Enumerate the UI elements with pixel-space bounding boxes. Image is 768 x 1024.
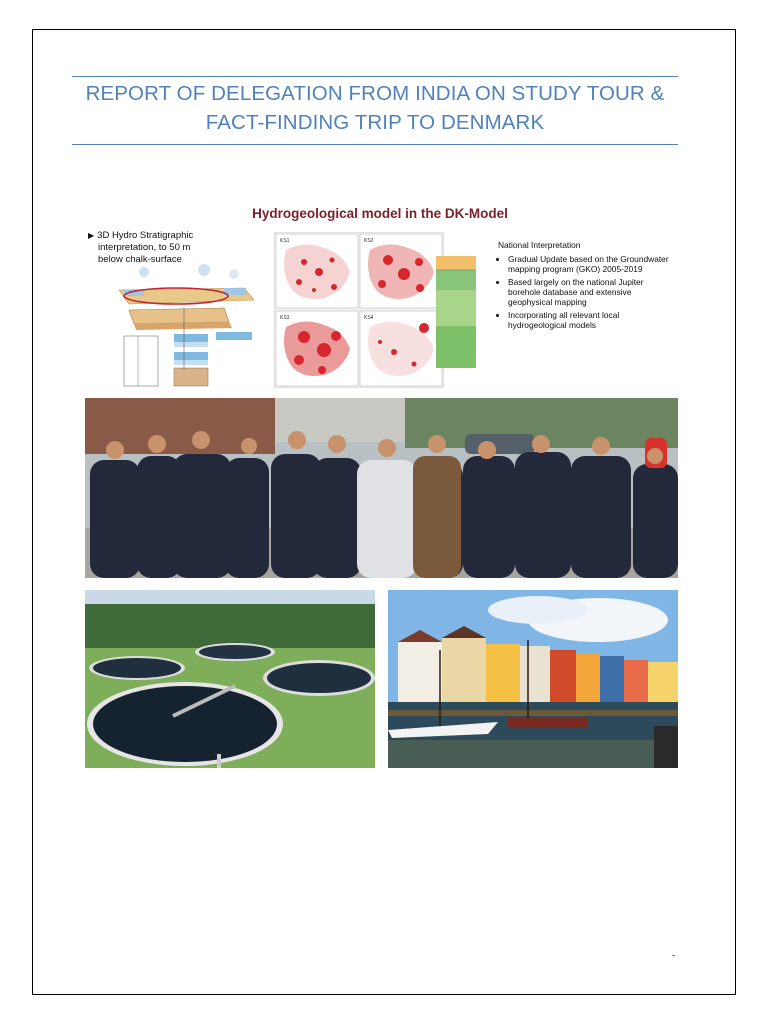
- stratigraphy-column-illustration: [436, 256, 476, 368]
- copenhagen-canal-photo: [388, 590, 678, 768]
- bullet-arrow-icon: ▶: [88, 231, 95, 240]
- svg-text:KS1: KS1: [280, 238, 290, 244]
- svg-text:KS3: KS3: [280, 315, 290, 321]
- title-bottom-rule: [72, 144, 678, 145]
- list-item: • Gradual Update based on the Groundwater mapping program (GKO) 2005-2019: [508, 254, 673, 274]
- slide-left-bullet: ▶ 3D Hydro Stratigraphic interpretation, to 50 m below chalk-surface: [88, 230, 194, 265]
- svg-text:KS2: KS2: [364, 238, 374, 244]
- svg-text:KS4: KS4: [364, 315, 374, 321]
- map-ks4: [360, 311, 442, 386]
- title-line-2: FACT-FINDING TRIP TO DENMARK: [205, 111, 545, 134]
- slide-title: Hydrogeological model in the DK-Model: [252, 206, 508, 221]
- title-line-1: REPORT OF DELEGATION FROM INDIA ON STUDY TOUR &: [85, 82, 665, 105]
- map-ks2: [360, 234, 442, 308]
- delegation-group-photo: [85, 398, 678, 578]
- title-top-rule: [72, 76, 678, 77]
- water-treatment-plant-photo: [85, 590, 375, 768]
- hydrogeological-model-slide: [84, 200, 676, 392]
- list-item: • Based largely on the national Jupiter borehole database and extensive geophysical mapping: [508, 277, 673, 307]
- interpretation-bullet-list: [498, 254, 673, 330]
- denmark-maps-grid: [274, 232, 444, 388]
- document-title: [72, 79, 678, 137]
- national-interpretation-heading: National Interpretation: [498, 240, 581, 250]
- map-ks1: [276, 234, 358, 308]
- slide-right-text: [498, 240, 673, 333]
- page-number: -: [672, 950, 675, 960]
- stratigraphy-diagram-illustration: [114, 260, 264, 390]
- list-item: • Incorporating all relevant local hydrogeological models: [508, 310, 673, 330]
- map-ks3: [276, 311, 358, 386]
